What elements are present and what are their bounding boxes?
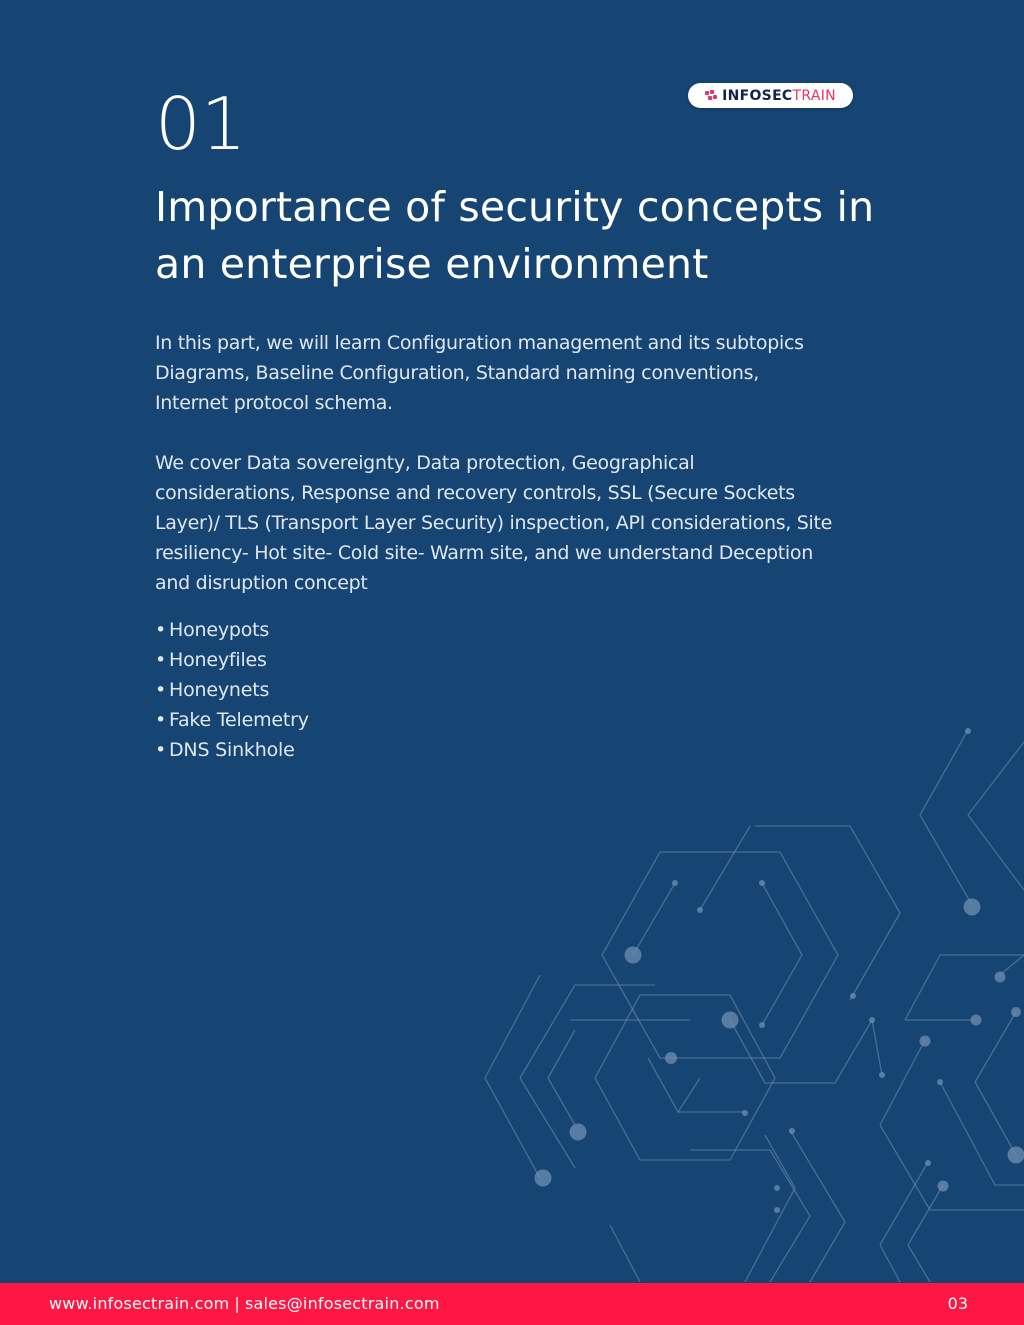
bullet-icon: • (155, 619, 167, 641)
list-item-label: DNS Sinkhole (169, 739, 295, 761)
list-item (155, 615, 835, 645)
logo-text-train: TRAIN (792, 87, 836, 104)
page-number: 03 (947, 1294, 968, 1313)
list-item (155, 645, 835, 675)
page-footer (0, 1283, 1024, 1325)
list-item (155, 675, 835, 705)
list-item-label: Honeypots (169, 619, 270, 641)
footer-separator: | (234, 1294, 240, 1313)
section-title: Importance of security concepts in an enterprise environment (155, 183, 875, 288)
bullet-icon: • (155, 649, 167, 671)
footer-contact (49, 1294, 440, 1313)
website-link[interactable]: www.infosectrain.com (49, 1294, 230, 1313)
coverage-paragraph: We cover Data sovereignty, Data protection, Geographical considerations, Response and recovery controls, SSL (Secure Sockets Layer)/ TLS (Transport Layer Security) inspection, API considerations, Site resiliency- Hot site- Cold site- Warm site, and we understand Deception and disruption concept (155, 452, 833, 594)
section-number: 01 (155, 82, 247, 166)
email-link[interactable]: sales@infosectrain.com (244, 1294, 440, 1313)
list-item (155, 705, 835, 735)
section-content (155, 328, 835, 765)
list-item-label: Honeynets (169, 679, 270, 701)
brand-logo (688, 83, 853, 108)
bullet-icon: • (155, 739, 167, 761)
intro-paragraph: In this part, we will learn Configuration management and its subtopics Diagrams, Baseline Configuration, Standard naming conventions, Internet protocol schema. (155, 332, 804, 414)
list-item (155, 735, 835, 765)
deception-concepts-list (155, 615, 835, 765)
logo-text-infosec: INFOSEC (722, 87, 793, 104)
list-item-label: Honeyfiles (169, 649, 267, 671)
bullet-icon: • (155, 709, 167, 731)
list-item-label: Fake Telemetry (169, 709, 309, 731)
bullet-icon: • (155, 679, 167, 701)
logo-mark-icon (705, 90, 717, 102)
